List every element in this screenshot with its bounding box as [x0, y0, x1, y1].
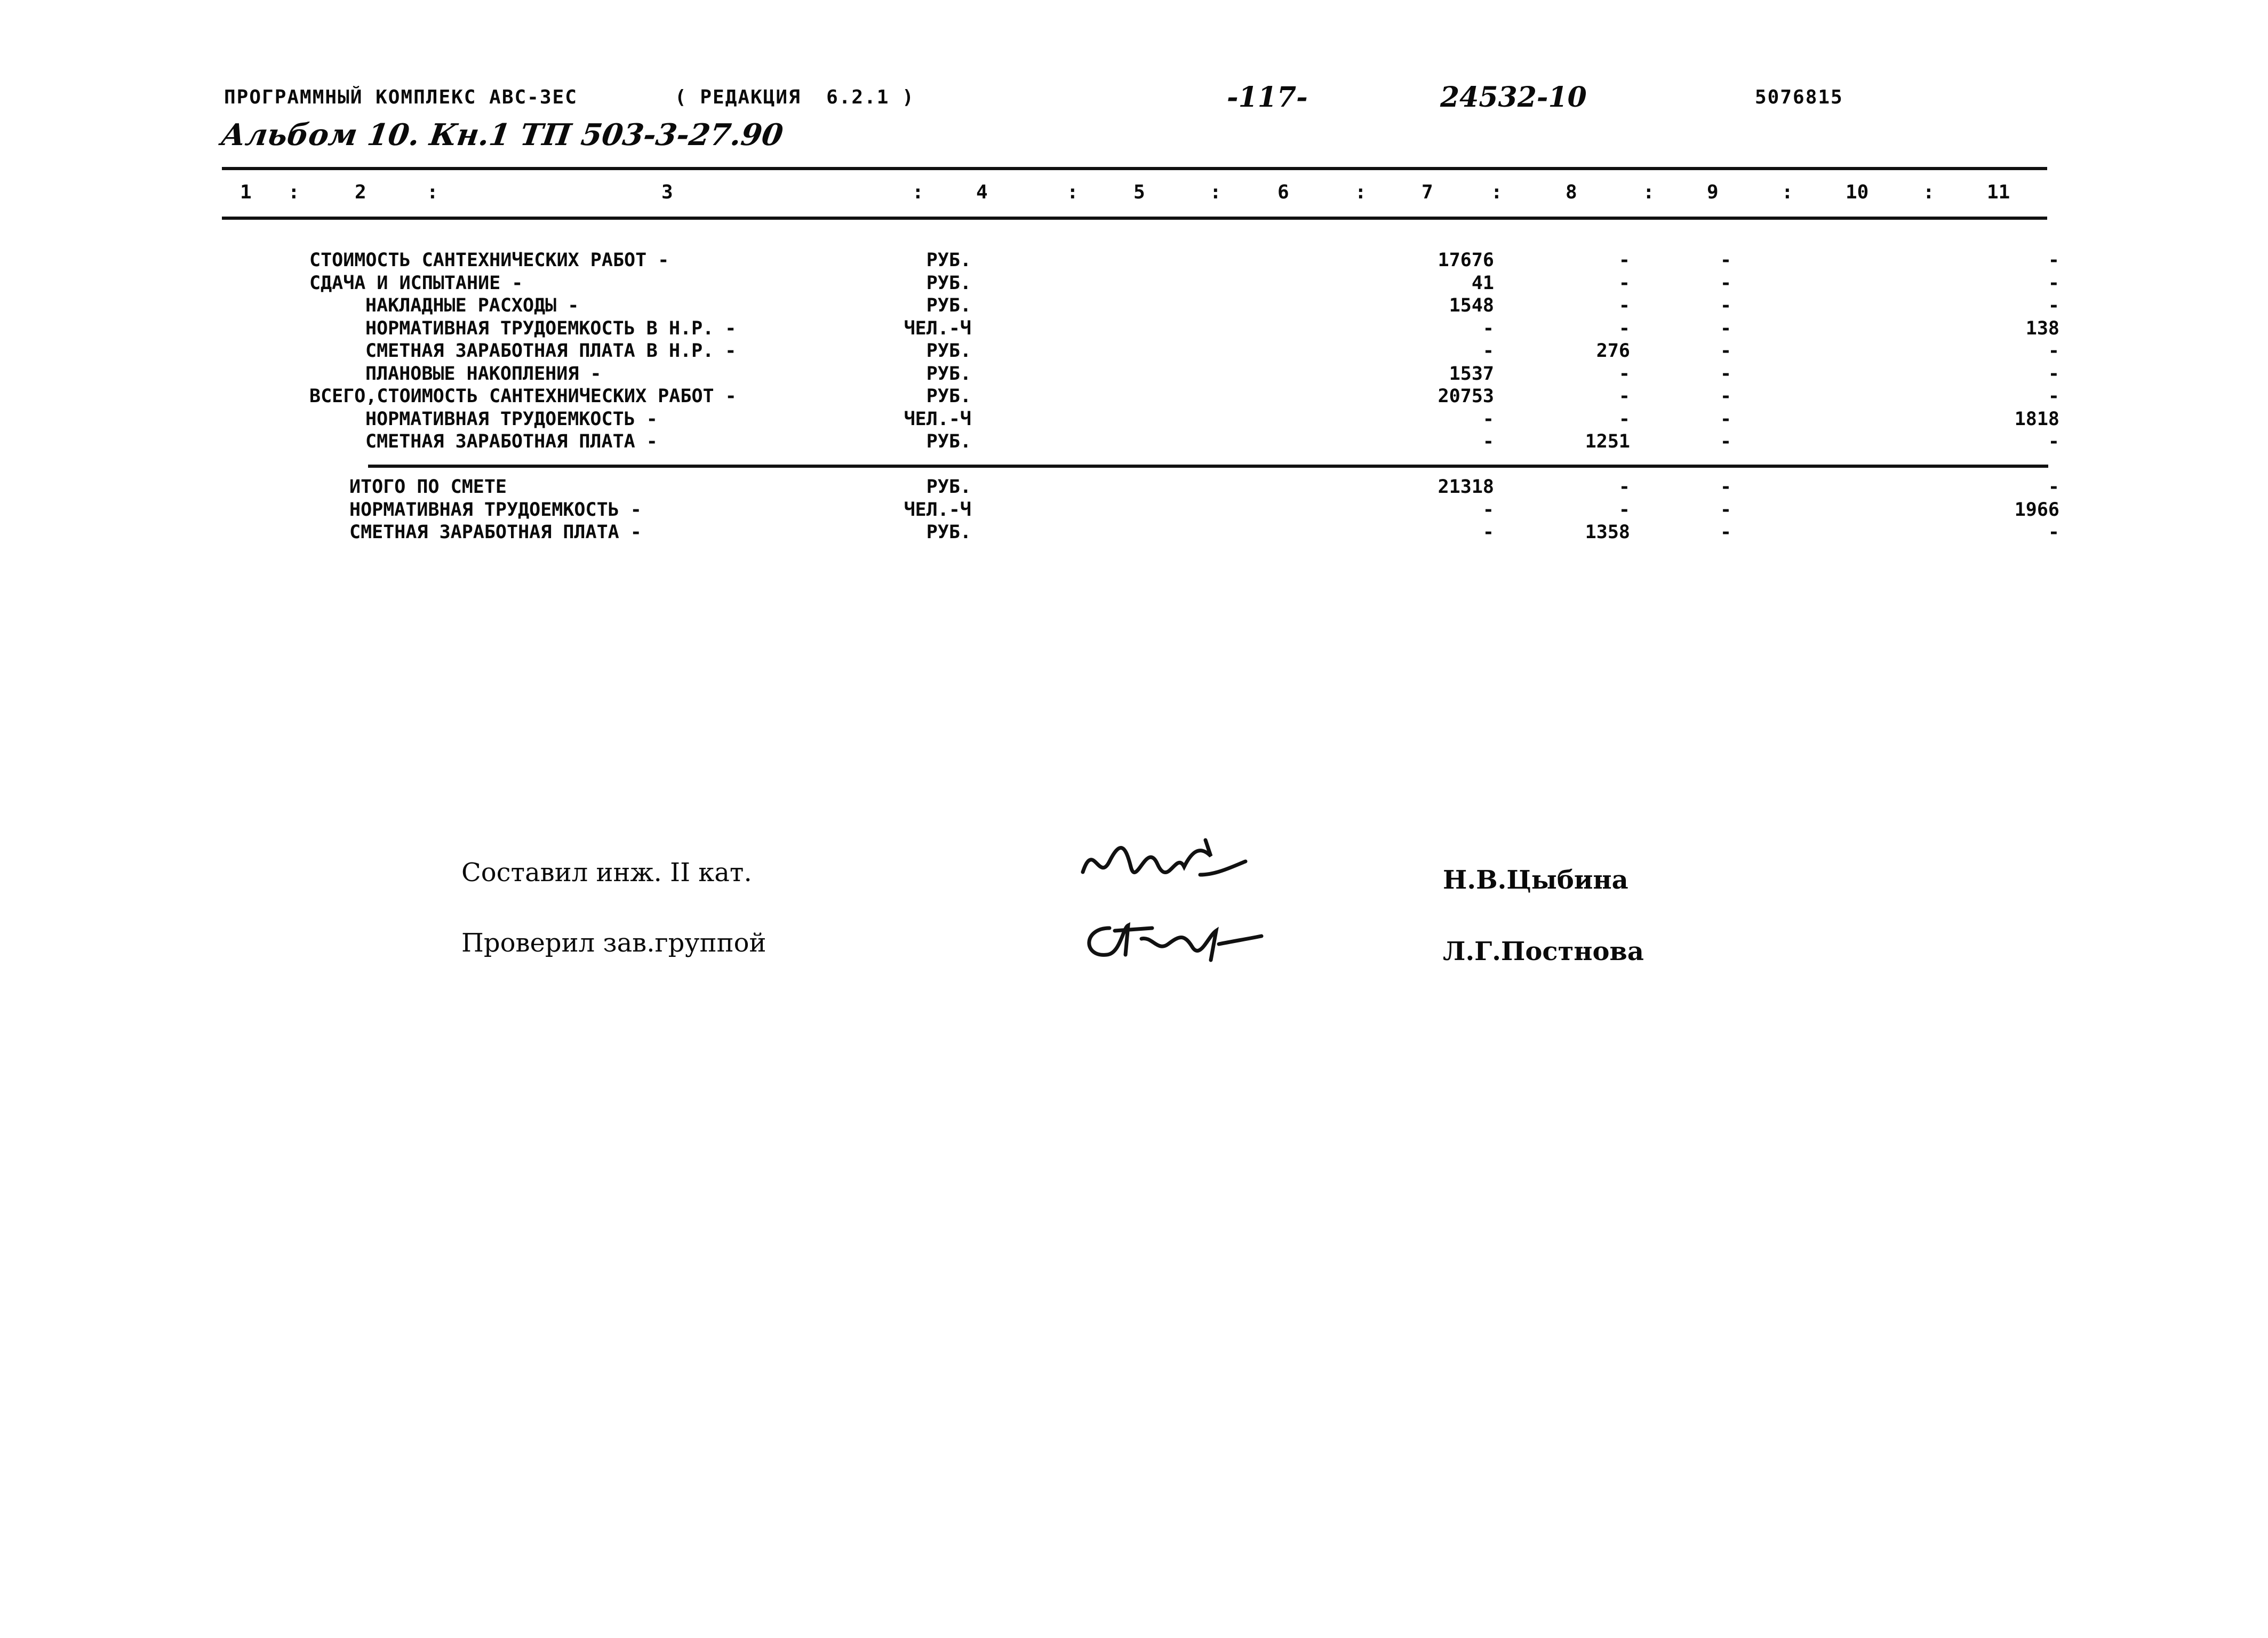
column-number: 8 — [1566, 181, 1577, 203]
row-col9: - — [1720, 295, 1732, 316]
column-separator: : — [427, 181, 438, 203]
row-col9: - — [1720, 408, 1732, 430]
edition-label: ( РЕДАКЦИЯ 6.2.1 ) — [675, 86, 915, 108]
column-separator: : — [1923, 181, 1935, 203]
table-row: НАКЛАДНЫЕ РАСХОДЫ - РУБ. 1548 - - - — [365, 295, 2059, 316]
table-row: ПЛАНОВЫЕ НАКОПЛЕНИЯ - РУБ. 1537 - - - — [365, 363, 2059, 385]
row-col9: - — [1720, 340, 1732, 362]
checked-by-name: Л.Г.Постнова — [1443, 937, 1644, 966]
column-separator: : — [1782, 181, 1793, 203]
row-label: СМЕТНАЯ ЗАРАБОТНАЯ ПЛАТА - — [349, 522, 642, 543]
table-row: СТОИМОСТЬ САНТЕХНИЧЕСКИХ РАБОТ - РУБ. 17676 - - - — [309, 250, 2059, 271]
row-label: НОРМАТИВНАЯ ТРУДОЕМКОСТЬ - — [365, 408, 658, 430]
column-number: 1 — [240, 181, 252, 203]
table-row: СМЕТНАЯ ЗАРАБОТНАЯ ПЛАТА - РУБ. - 1358 - - — [349, 522, 2059, 543]
column-separator: : — [288, 181, 300, 203]
row-label: СДАЧА И ИСПЫТАНИЕ - — [309, 272, 523, 294]
table-row: ВСЕГО,СТОИМОСТЬ САНТЕХНИЧЕСКИХ РАБОТ - РУБ. 20753 - - - — [309, 386, 2059, 407]
column-number: 5 — [1133, 181, 1145, 203]
row-col9: - — [1720, 363, 1732, 385]
compiled-by-label: Составил инж. II кат. — [461, 858, 752, 888]
row-label: НОРМАТИВНАЯ ТРУДОЕМКОСТЬ - — [349, 499, 642, 521]
row-label: СМЕТНАЯ ЗАРАБОТНАЯ ПЛАТА В Н.Р. - — [365, 340, 737, 362]
table-header-rule — [222, 217, 2047, 220]
row-col9: - — [1720, 386, 1732, 407]
column-number: 2 — [355, 181, 366, 203]
column-separator: : — [1355, 181, 1367, 203]
row-label: ВСЕГО,СТОИМОСТЬ САНТЕХНИЧЕСКИХ РАБОТ - — [309, 386, 737, 407]
column-separator: : — [1491, 181, 1503, 203]
table-row: СМЕТНАЯ ЗАРАБОТНАЯ ПЛАТА В Н.Р. - РУБ. - 276 - - — [365, 340, 2059, 362]
row-col9: - — [1720, 272, 1732, 294]
page-number: -117- — [1227, 81, 1308, 114]
column-separator: : — [1067, 181, 1079, 203]
column-number: 9 — [1707, 181, 1719, 203]
table-row: НОРМАТИВНАЯ ТРУДОЕМКОСТЬ В Н.Р. - ЧЕЛ.-Ч - - - 138 — [365, 317, 2059, 339]
totals-rule — [368, 465, 2048, 468]
row-label: СМЕТНАЯ ЗАРАБОТНАЯ ПЛАТА - — [365, 431, 658, 452]
row-label: НАКЛАДНЫЕ РАСХОДЫ - — [365, 295, 579, 316]
column-number: 7 — [1422, 181, 1433, 203]
table-row: СДАЧА И ИСПЫТАНИЕ - РУБ. 41 - - - — [309, 272, 2059, 294]
compiler-signature — [1077, 829, 1253, 893]
row-col9: - — [1720, 250, 1732, 271]
table-row: СМЕТНАЯ ЗАРАБОТНАЯ ПЛАТА - РУБ. - 1251 - - — [365, 431, 2059, 452]
checker-signature — [1077, 907, 1269, 971]
row-col9: - — [1720, 317, 1732, 339]
row-label: НОРМАТИВНАЯ ТРУДОЕМКОСТЬ В Н.Р. - — [365, 317, 737, 339]
row-col9: - — [1720, 431, 1732, 452]
compiled-by-name: Н.В.Цыбина — [1443, 865, 1628, 895]
row-label: СТОИМОСТЬ САНТЕХНИЧЕСКИХ РАБОТ - — [309, 250, 669, 271]
column-number: 3 — [661, 181, 673, 203]
table-row: НОРМАТИВНАЯ ТРУДОЕМКОСТЬ - ЧЕЛ.-Ч - - - 1818 — [365, 408, 2059, 430]
album-note: Альбом 10. Кн.1 ТП 503-3-27.90 — [219, 117, 786, 153]
row-label: ИТОГО ПО СМЕТЕ — [349, 476, 507, 498]
column-separator: : — [1210, 181, 1221, 203]
column-number: 11 — [1987, 181, 2010, 203]
table-row: ИТОГО ПО СМЕТЕ РУБ. 21318 - - - — [349, 476, 2059, 498]
document-number: 5076815 — [1755, 86, 1843, 108]
row-col9: - — [1720, 499, 1732, 521]
program-title: ПРОГРАММНЫЙ КОМПЛЕКС АВС-3ЕС — [224, 86, 578, 108]
row-col9: - — [1720, 476, 1732, 498]
column-separator: : — [912, 181, 924, 203]
row-col9: - — [1720, 522, 1732, 543]
checked-by-label: Проверил зав.группой — [461, 928, 766, 958]
column-number: 4 — [976, 181, 988, 203]
column-number: 10 — [1846, 181, 1869, 203]
document-code: 24532-10 — [1440, 81, 1587, 114]
column-separator: : — [1643, 181, 1655, 203]
table-row: НОРМАТИВНАЯ ТРУДОЕМКОСТЬ - ЧЕЛ.-Ч - - - 1966 — [349, 499, 2059, 521]
table-top-rule — [222, 167, 2047, 170]
row-label: ПЛАНОВЫЕ НАКОПЛЕНИЯ - — [365, 363, 602, 385]
column-number: 6 — [1277, 181, 1289, 203]
